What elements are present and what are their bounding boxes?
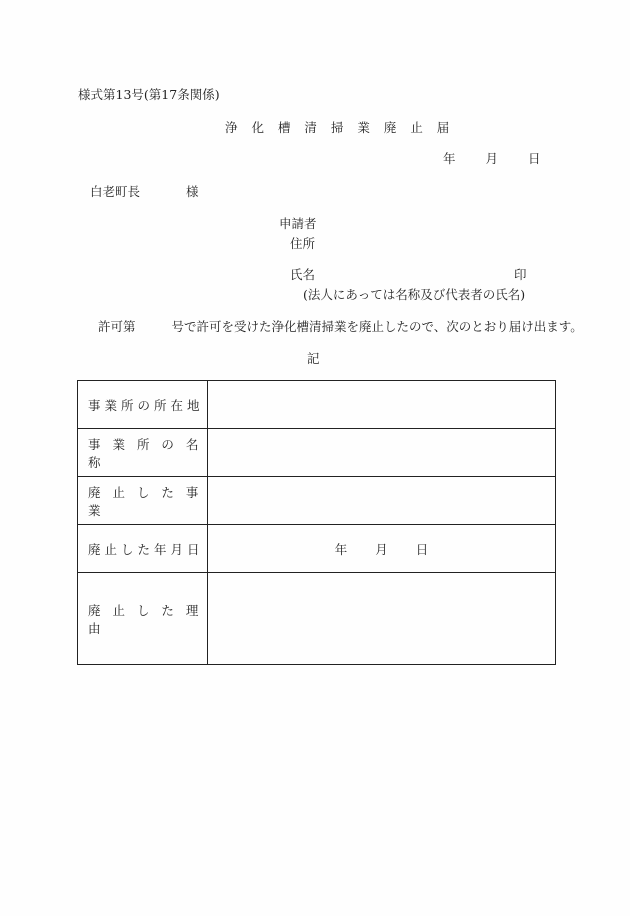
submission-date	[443, 149, 571, 167]
row-label-business: 廃 止 し た 事 業	[78, 477, 208, 525]
seal-mark: 印	[514, 267, 527, 282]
cell-month: 月	[375, 541, 388, 557]
row-label-office-name: 事 業 所 の 名 称	[78, 429, 208, 477]
date-month: 月	[485, 151, 499, 166]
value-location[interactable]	[208, 381, 556, 429]
name-label: 氏名	[290, 267, 316, 282]
row-label-reason: 廃 止 し た 理 由	[78, 573, 208, 665]
permit-prefix: 許可第	[98, 319, 136, 334]
value-reason[interactable]	[208, 573, 556, 665]
value-office-name[interactable]	[208, 429, 556, 477]
applicant-label: 申請者	[279, 216, 317, 231]
addressee-name: 白老町長	[90, 184, 141, 199]
table-row	[78, 429, 556, 477]
row-label-location: 事業所の所在地	[78, 381, 208, 429]
row-label-date: 廃止した年月日	[78, 525, 208, 573]
cell-year: 年	[334, 541, 348, 557]
detail-table	[77, 380, 556, 665]
table-row	[78, 477, 556, 525]
form-number: 様式第13号(第17条関係)	[78, 87, 220, 102]
body-text	[98, 317, 583, 335]
date-year: 年	[443, 151, 456, 166]
addressee-honorific: 様	[186, 184, 199, 199]
ki-heading: 記	[307, 351, 320, 366]
corporate-note: (法人にあっては名称及び代表者の氏名)	[303, 287, 526, 302]
table-row	[78, 381, 556, 429]
cell-day: 日	[415, 541, 429, 557]
page-title: 浄 化 槽 清 掃 業 廃 止 届	[225, 120, 455, 135]
body-statement: 号で許可を受けた浄化槽清掃業を廃止したので、次のとおり届け出ます。	[171, 319, 583, 334]
table-row	[78, 573, 556, 665]
value-date[interactable]	[208, 525, 556, 573]
addressee	[90, 182, 199, 200]
value-business[interactable]	[208, 477, 556, 525]
address-label: 住所	[290, 236, 316, 251]
date-day: 日	[528, 151, 541, 166]
table-row	[78, 525, 556, 573]
